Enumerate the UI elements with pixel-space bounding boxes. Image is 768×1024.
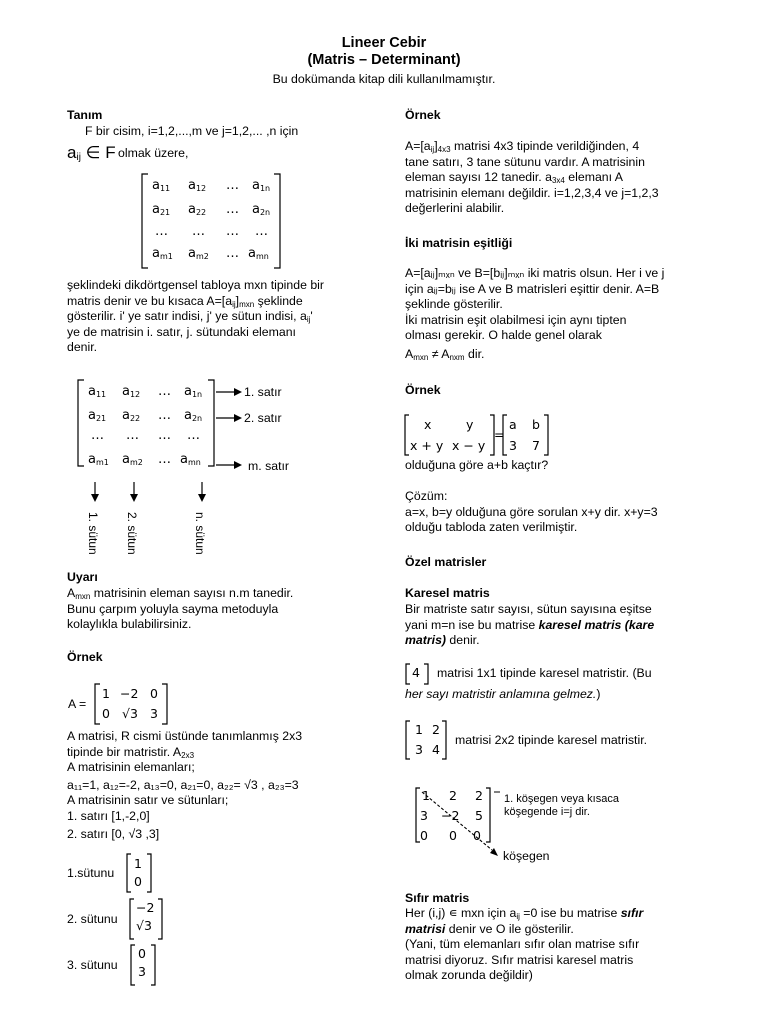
diagonal-note: 1. köşegen veya kısaca köşegende i=j dir. xyxy=(504,793,619,818)
col-label-n: n. sütun xyxy=(193,512,207,555)
ornek3-solution: Çözüm: a=x, b=y olduğuna göre sorulan x+y dir. x+y=3 olduğu tabloda zaten verilmiştir. xyxy=(405,489,658,535)
ornek1-heading: Örnek xyxy=(67,650,103,664)
one-matrix-text1: matrisi 1x1 tipinde karesel matristir. (Bu xyxy=(437,666,652,680)
ozel-heading: Özel matrisler xyxy=(405,555,487,569)
sifir-heading: Sıfır matris xyxy=(405,891,470,905)
karesel-text: Bir matriste satır sayısı, sütun sayısına eşitse yani m=n ise bu matrise karesel matris (kare matris) denir. xyxy=(405,602,655,648)
page-subtitle: (Matris – Determinant) xyxy=(307,52,461,68)
row-label-1: 1. satır xyxy=(244,385,282,399)
tanim-line2: olmak üzere, xyxy=(118,146,189,160)
ornek1-text: A matrisi, R cismi üstünde tanımlanmış 2x3 tipinde bir matristir. $A_{2x3}$ A matrisinin elemanları; a₁₁=1, a₁₂=-2, a₁₃=0, a₂₁=0, a₂₂= √3 , a₂₃=3 A matrisinin satır ve sütunları; 1. satırı [1,-2,0] 2. satırı [0, √3 ,3] xyxy=(67,729,303,841)
esitlik-text: A=[aᵢⱼ]ₘₓₙ ve B=[bᵢⱼ]ₘₓₙ iki matris olsun. Her i ve j için aᵢⱼ=bᵢⱼ ise A ve B matrisleri eşittir denir. A=B şeklinde gösterilir. İki matrisin eşit olabilmesi için aynı tipten olması gerekir. O halde genel olarak $A_{mxn} \ne A_{nxm}$ dir. xyxy=(405,266,665,362)
ornek1-matrix: 1 −2 0 0 √3 3 xyxy=(102,686,158,721)
two-matrix: 1 2 3 4 xyxy=(415,722,440,757)
row-label-2: 2. satır xyxy=(244,411,282,425)
one-matrix-text2: her sayı matristir anlamına gelmez.) xyxy=(405,687,601,701)
one-matrix: 4 xyxy=(412,665,420,680)
col3-label: 3. sütunu xyxy=(67,958,118,972)
col1-vals: 1 0 xyxy=(134,856,142,889)
ornek3-heading: Örnek xyxy=(405,383,441,397)
tanim-line1: F bir cisim, i=1,2,...,m ve j=1,2,... ,n için xyxy=(85,124,299,138)
ornek2-heading: Örnek xyxy=(405,108,441,122)
diagonal-label: köşegen xyxy=(503,849,550,863)
ornek2-text: $A=[a_{ij}]_{4x3}$ matrisi 4x3 tipinde verildiğinden, 4 tane satırı, 3 tane sütunu vardır. A matrisinin eleman sayısı 12 tanedir. $a_{3x4}$ elemanı A matrisinin elemanı değildir. i=1,2,3,4 ve j=1,2,3 değerlerini alabilir. xyxy=(405,139,659,216)
three-matrix: 1 2 2 3 −2 5 0 0 0 xyxy=(420,788,483,843)
two-matrix-text: matrisi 2x2 tipinde karesel matristir. xyxy=(455,733,648,747)
uyari-text: $A_{mxn}$ matrisinin eleman sayısı n.m tanedir. Bunu çarpım yoluyla sayma metoduyla kolaylıkla bulabilirsiniz. xyxy=(67,586,294,632)
col3-vals: 0 3 xyxy=(138,946,146,979)
aij-symbol: $a_{ij}$ ∈ F xyxy=(67,143,116,163)
col1-label: 1.sütunu xyxy=(67,866,115,880)
col2-vals: −2 √3 xyxy=(136,900,155,933)
sifir-text: Her (i,j) ∊ mxn için $a_{ij} =0$ ise bu matrise sıfır matrisi denir ve O ile gösterilir. (Yani, tüm elemanları sıfır olan matrise sıfır matrisi diyoruz. Sıfır matrisi karesel matris olmak zorunda değildir) xyxy=(405,906,644,983)
general-matrix: $a_{11}$ $a_{12}$ … $a_{1n}$ $a_{21}$ $a_{22}$ … $a_{2n}$ … … … … $a_{m1}$ $a_{m2}$ … $a_{mn}$ xyxy=(152,178,271,261)
uyari-heading: Uyarı xyxy=(67,570,98,584)
tanim-heading: Tanım xyxy=(67,108,103,122)
tanim-desc: şeklindeki dikdörtgensel tabloya mxn tipinde bir matris denir ve bu kısaca $A=[a_{ij}]_{mxn}$ şeklinde gösterilir. i' ye satır indisi, j' ye sütun indisi, $a_{ij}'$ ye de matrisin i. satır, j. sütundaki elemanı denir. xyxy=(67,278,325,355)
row-label-m: m. satır xyxy=(248,459,289,473)
page-title: Lineer Cebir xyxy=(341,35,427,51)
karesel-heading: Karesel matris xyxy=(405,586,490,600)
ornek3-matrices: x y x + y x − y = a b 3 7 xyxy=(410,417,540,453)
col-label-2: 2. sütun xyxy=(125,512,139,555)
page-note: Bu dokümanda kitap dili kullanılmamıştır. xyxy=(272,72,496,86)
diagram-matrix: $a_{11}$ $a_{12}$ … $a_{1n}$ $a_{21}$ $a_{22}$ … $a_{2n}$ … … … … $a_{m1}$ $a_{m2}$ … $a_{mn}$ xyxy=(88,384,203,467)
col2-label: 2. sütunu xyxy=(67,912,118,926)
esitlik-heading: İki matrisin eşitliği xyxy=(405,236,513,250)
col-label-1: 1. sütun xyxy=(86,512,100,555)
ornek3-question: olduğuna göre a+b kaçtır? xyxy=(405,458,549,472)
ornek1-a-eq: A = xyxy=(68,697,87,711)
